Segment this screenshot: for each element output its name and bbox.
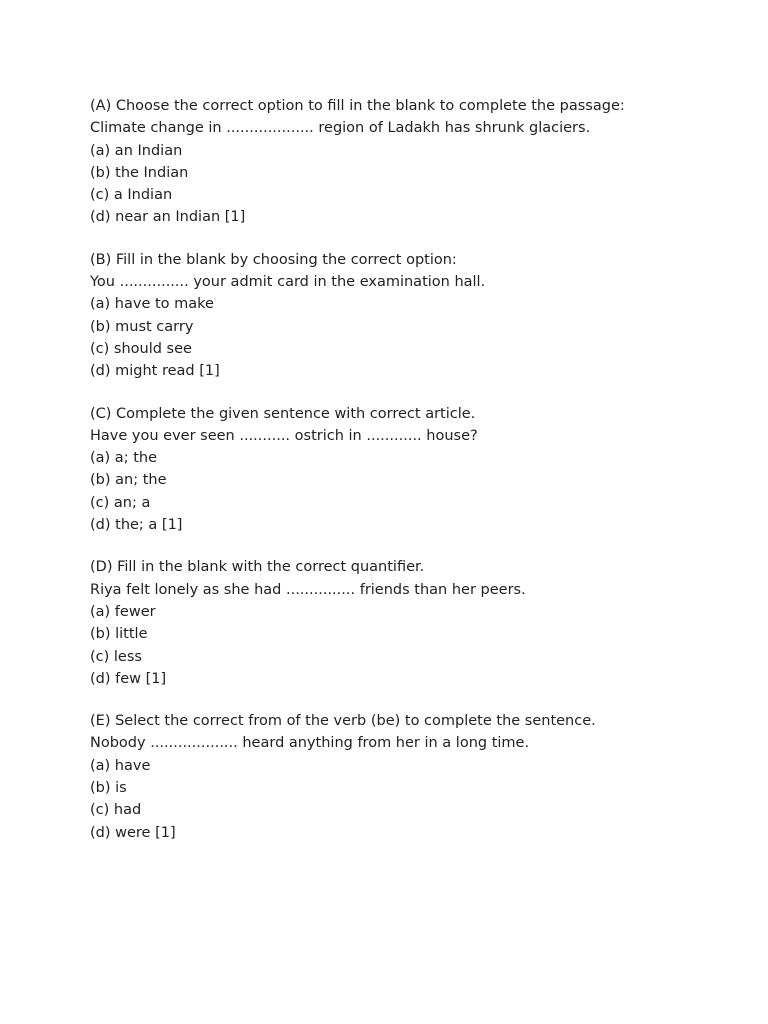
question-a (90, 95, 730, 229)
option-d: (d) were [1] (90, 824, 176, 841)
option-d: (d) near an Indian [1] (90, 209, 246, 226)
option-b: (b) an; the (90, 472, 167, 489)
question-sentence: Climate change in ................... region of Ladakh has shrunk glaciers. (90, 120, 591, 137)
option-c: (c) less (90, 648, 142, 665)
option-b: (b) the Indian (90, 164, 189, 181)
question-sentence: Riya felt lonely as she had ............... friends than her peers. (90, 581, 526, 598)
question-prompt: (D) Fill in the blank with the correct quantifier. (90, 559, 425, 576)
option-c: (c) an; a (90, 494, 151, 511)
option-a: (a) have to make (90, 296, 214, 313)
question-c (90, 403, 730, 537)
question-sentence: Nobody ................... heard anything from her in a long time. (90, 735, 530, 752)
question-prompt: (E) Select the correct from of the verb (be) to complete the sentence. (90, 713, 596, 730)
question-sentence: Have you ever seen ........... ostrich in ............ house? (90, 427, 478, 444)
question-sentence: You ............... your admit card in the examination hall. (90, 274, 486, 291)
option-a: (a) fewer (90, 603, 156, 620)
option-c: (c) had (90, 802, 142, 819)
option-b: (b) must carry (90, 318, 194, 335)
option-b: (b) is (90, 780, 127, 797)
option-c: (c) a Indian (90, 187, 173, 204)
option-a: (a) have (90, 757, 151, 774)
question-prompt: (B) Fill in the blank by choosing the correct option: (90, 251, 457, 268)
option-d: (d) few [1] (90, 670, 167, 687)
question-e (90, 710, 730, 844)
option-c: (c) should see (90, 340, 192, 357)
question-prompt: (A) Choose the correct option to fill in the blank to complete the passage: (90, 98, 625, 114)
question-b (90, 249, 730, 383)
question-d (90, 556, 730, 690)
option-d: (d) might read [1] (90, 363, 220, 380)
option-a: (a) a; the (90, 450, 157, 467)
option-b: (b) little (90, 626, 148, 643)
option-d: (d) the; a [1] (90, 517, 183, 534)
option-a: (a) an Indian (90, 142, 183, 159)
worksheet (90, 95, 730, 864)
question-prompt: (C) Complete the given sentence with correct article. (90, 405, 476, 422)
